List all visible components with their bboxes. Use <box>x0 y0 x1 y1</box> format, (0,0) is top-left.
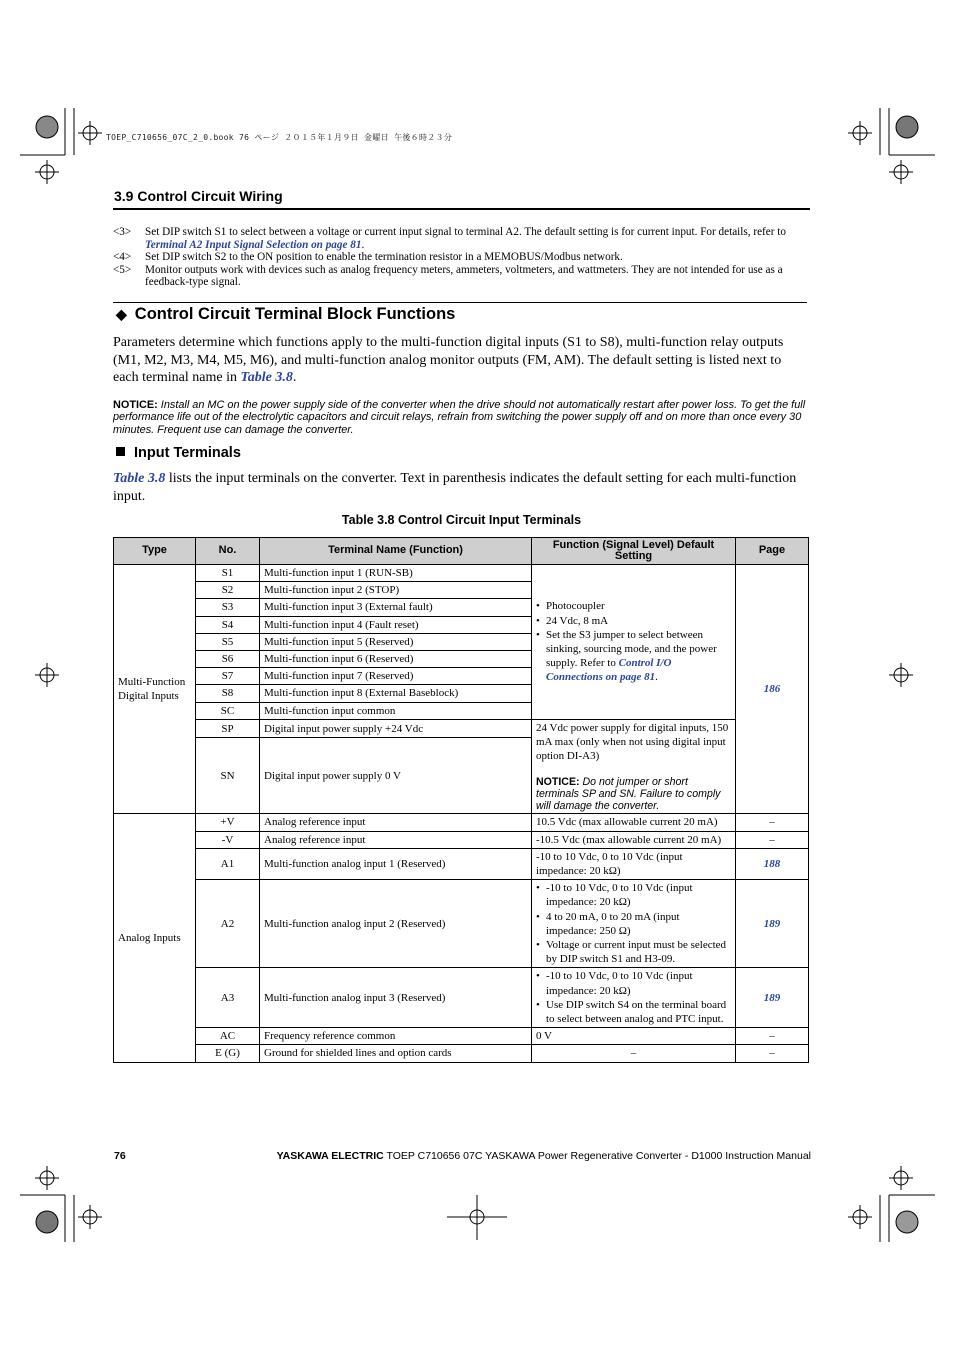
table-3-8-link[interactable]: Table 3.8 <box>240 370 293 385</box>
intro-paragraph <box>113 334 810 387</box>
terminal-name: Ground for shielded lines and option cards <box>260 1045 532 1062</box>
note-text: Monitor outputs work with devices such as analog frequency meters, ammeters, voltmeters, and wattmeters. They are not intended for use as a feedback-type signal. <box>145 263 783 289</box>
terminal-no: E (G) <box>196 1045 260 1062</box>
page-cell: – <box>736 1028 809 1045</box>
function-bullet: -10 to 10 Vdc, 0 to 10 Vdc (input impedance: 20 kΩ) <box>546 882 693 909</box>
terminal-no: S5 <box>196 633 260 650</box>
page-link[interactable]: 189 <box>736 968 809 1028</box>
footer-doc-title: TOEP C710656 07C YASKAWA Power Regenerative Converter - D1000 Instruction Manual <box>383 1150 811 1162</box>
terminal-no: SC <box>196 702 260 719</box>
function-cell: 10.5 Vdc (max allowable current 20 mA) <box>532 814 736 831</box>
terminal-name: Multi-function input 5 (Reserved) <box>260 633 532 650</box>
terminal-no: S2 <box>196 582 260 599</box>
table-row <box>114 831 809 848</box>
function-cell <box>532 719 736 814</box>
input-terminals-table <box>113 537 809 1063</box>
table-row <box>114 880 809 968</box>
input-heading-text: Input Terminals <box>134 445 241 461</box>
table-3-8-link[interactable]: Table 3.8 <box>113 471 166 486</box>
page-cell: – <box>736 831 809 848</box>
intro-tail: . <box>292 370 297 385</box>
table-row <box>114 719 809 738</box>
function-cell: • -10 to 10 Vdc, 0 to 10 Vdc (input impedance: 20 kΩ) • Use DIP switch S4 on the terminal board to select between analog and PTC input. <box>532 968 736 1028</box>
terminal-name: Multi-function input 2 (STOP) <box>260 582 532 599</box>
terminal-name: Multi-function input 1 (RUN-SB) <box>260 565 532 582</box>
section-rule <box>113 208 810 210</box>
page-cell: – <box>736 814 809 831</box>
terminal-no: A3 <box>196 968 260 1028</box>
block-heading-text: Control Circuit Terminal Block Functions <box>134 305 456 323</box>
terminal-no: SP <box>196 719 260 738</box>
footer-brand: YASKAWA ELECTRIC <box>276 1150 384 1162</box>
terminal-no: S4 <box>196 616 260 633</box>
terminal-name: Multi-function input common <box>260 702 532 719</box>
note-item <box>113 251 810 264</box>
block-heading <box>116 305 455 324</box>
input-text: lists the input terminals on the converter. Text in parenthesis indicates the default setting for each multi-function input. <box>113 471 797 504</box>
note-text: Set DIP switch S2 to the ON position to enable the termination resistor in a MEMOBUS/Modbus network. <box>145 251 623 264</box>
terminal-name: Multi-function input 7 (Reserved) <box>260 668 532 685</box>
notice-text: Install an MC on the power supply side of the converter when the drive should not automatically restart after power loss. To get the full performance life out of the electrolytic capacitors and circuit relays, refrain from switching the power supply off and on more than once every 30 minutes. Frequent use can damage the converter. <box>113 399 806 436</box>
function-bullet: Photocoupler <box>546 600 605 613</box>
terminal-no: -V <box>196 831 260 848</box>
col-header: Page <box>736 538 809 565</box>
function-bullet: Set the S3 jumper to select between sinking, sourcing mode, and the power supply. Refer to <box>546 628 717 670</box>
table-row <box>114 1028 809 1045</box>
terminal-no: S6 <box>196 651 260 668</box>
section-title: 3.9 Control Circuit Wiring <box>114 188 283 204</box>
terminal-a2-link[interactable]: Terminal A2 Input Signal Selection on page 81 <box>145 238 362 251</box>
terminal-name: Analog reference input <box>260 814 532 831</box>
function-bullet: -10 to 10 Vdc, 0 to 10 Vdc (input impedance: 20 kΩ) <box>546 970 693 997</box>
function-cell: – <box>532 1045 736 1062</box>
table-caption: Table 3.8 Control Circuit Input Terminals <box>341 513 582 527</box>
terminal-no: +V <box>196 814 260 831</box>
sp-notice <box>536 776 731 812</box>
type-cell: Analog Inputs <box>114 814 196 1062</box>
footer-text <box>277 1150 811 1162</box>
function-cell: 0 V <box>532 1028 736 1045</box>
function-bullet: 24 Vdc, 8 mA <box>546 614 609 627</box>
col-header: Type <box>114 538 196 565</box>
function-cell: • Photocoupler • 24 Vdc, 8 mA • Set the S3 jumper to select between sinking, sourcing mode, and the power supply. Refer to Control I/O Connections on page 81. <box>532 565 736 720</box>
col-header: No. <box>196 538 260 565</box>
square-bullet-icon <box>116 447 125 456</box>
type-cell: Multi-Function Digital Inputs <box>114 565 196 814</box>
terminal-name: Analog reference input <box>260 831 532 848</box>
file-meta: TOEP_C710656_07C_2_0.book 76 ページ ２０１５年１月９日 金曜日 午後６時２３分 <box>106 133 453 142</box>
notice-label: NOTICE: <box>113 399 158 411</box>
intro-text: Parameters determine which functions apply to the multi-function digital inputs (S1 to S8), multi-function relay outputs (M1, M2, M3, M4, M5, M6), and multi-function analog monitor outputs (FM, AM). The default setting is listed next to each terminal name in <box>113 335 784 385</box>
function-bullet: 4 to 20 mA, 0 to 20 mA (input impedance: 250 Ω) <box>546 910 680 937</box>
table-row <box>114 848 809 879</box>
page-link[interactable]: 188 <box>736 848 809 879</box>
input-paragraph <box>113 470 810 505</box>
table-row <box>114 814 809 831</box>
page-cell: – <box>736 1045 809 1062</box>
page-link[interactable]: 186 <box>736 565 809 814</box>
table-row <box>114 968 809 1028</box>
function-bullet: Voltage or current input must be selected by DIP switch S1 and H3-09. <box>546 939 727 966</box>
input-heading <box>116 445 241 461</box>
note-tail: . <box>361 238 365 251</box>
terminal-no: A1 <box>196 848 260 879</box>
notice-paragraph <box>113 399 810 436</box>
page-link[interactable]: 189 <box>736 880 809 968</box>
function-cell: • -10 to 10 Vdc, 0 to 10 Vdc (input impedance: 20 kΩ) • 4 to 20 mA, 0 to 20 mA (input impedance: 250 Ω) • Voltage or current input must be selected by DIP switch S1 and H3-09. <box>532 880 736 968</box>
control-io-link[interactable]: Control I/O Connections on page 81 <box>546 657 672 684</box>
note-number: <3> <box>113 226 132 238</box>
terminal-name: Digital input power supply 0 V <box>260 738 532 814</box>
terminal-no: S8 <box>196 685 260 702</box>
terminal-name: Multi-function input 4 (Fault reset) <box>260 616 532 633</box>
table-row <box>114 565 809 582</box>
note-text: Set DIP switch S1 to select between a voltage or current input signal to terminal A2. The default setting is for current input. For details, refer to <box>145 226 786 238</box>
notice-label: NOTICE: <box>536 776 580 789</box>
sp-function-text: 24 Vdc power supply for digital inputs, 150 mA max (only when not using digital input option DI-A3) <box>536 721 729 763</box>
terminal-no: SN <box>196 738 260 814</box>
function-cell: -10.5 Vdc (max allowable current 20 mA) <box>532 831 736 848</box>
terminal-name: Multi-function analog input 3 (Reserved) <box>260 968 532 1028</box>
terminal-name: Multi-function input 3 (External fault) <box>260 599 532 616</box>
note-item <box>113 264 810 289</box>
terminal-name: Multi-function input 6 (Reserved) <box>260 651 532 668</box>
terminal-no: A2 <box>196 880 260 968</box>
notice-text: Do not jumper or short terminals SP and SN. Failure to comply will damage the converter. <box>536 776 721 813</box>
note-number: <4> <box>113 251 132 264</box>
function-cell: -10 to 10 Vdc, 0 to 10 Vdc (input impedance: 20 kΩ) <box>532 848 736 879</box>
page-number: 76 <box>114 1150 126 1162</box>
terminal-name: Frequency reference common <box>260 1028 532 1045</box>
terminal-no: S7 <box>196 668 260 685</box>
note-number: <5> <box>113 263 132 276</box>
terminal-no: S3 <box>196 599 260 616</box>
terminal-no: AC <box>196 1028 260 1045</box>
function-tail: . <box>655 671 658 684</box>
col-header: Function (Signal Level) Default Setting <box>532 538 736 565</box>
table-header-row <box>114 538 809 565</box>
terminal-name: Multi-function analog input 1 (Reserved) <box>260 848 532 879</box>
terminal-name: Multi-function input 8 (External Baseblock) <box>260 685 532 702</box>
terminal-name: Multi-function analog input 2 (Reserved) <box>260 880 532 968</box>
footnote-list <box>113 226 810 289</box>
heading-rule <box>113 302 807 303</box>
terminal-no: S1 <box>196 565 260 582</box>
note-item <box>113 226 810 251</box>
table-row <box>114 1045 809 1062</box>
col-header: Terminal Name (Function) <box>260 538 532 565</box>
function-bullet: Use DIP switch S4 on the terminal board to select between analog and PTC input. <box>546 998 727 1026</box>
terminal-name: Digital input power supply +24 Vdc <box>260 719 532 738</box>
diamond-bullet-icon: ◆ <box>116 306 127 322</box>
